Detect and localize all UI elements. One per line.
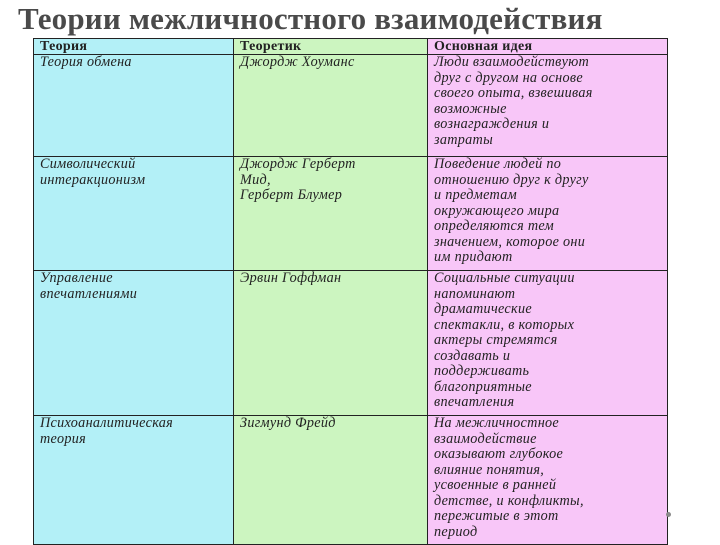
theory-cell: Управление впечатлениями — [34, 271, 234, 416]
idea-cell: Люди взаимодействуют друг с другом на основе своего опыта, взвешивая возможные вознаграждения и затраты — [428, 55, 668, 157]
theories-table — [33, 38, 668, 545]
table-row — [34, 157, 668, 271]
theorist-cell: Джордж Хоуманс — [234, 55, 428, 157]
idea-cell: Поведение людей по отношению друг к другу и предметам окружающего мира определяются тем значением, которое они им придают — [428, 157, 668, 271]
header-main-idea: Основная идея — [428, 39, 668, 55]
idea-cell: Социальные ситуации напоминают драматические спектакли, в которых актеры стремятся создавать и поддерживать благоприятные впечатления — [428, 271, 668, 416]
idea-cell: На межличностное взаимодействие оказывают глубокое влияние понятия, усвоенные в ранней детстве, и конфликты, пережитые в этот период — [428, 416, 668, 545]
decorative-dot — [666, 512, 671, 517]
theory-cell: Символический интеракционизм — [34, 157, 234, 271]
header-theorist: Теоретик — [234, 39, 428, 55]
theorist-cell: Зигмунд Фрейд — [234, 416, 428, 545]
header-theory: Теория — [34, 39, 234, 55]
table-row — [34, 416, 668, 545]
theorist-cell: Джордж Герберт Мид, Герберт Блумер — [234, 157, 428, 271]
table-header-row — [34, 39, 668, 55]
table-row — [34, 55, 668, 157]
table-row — [34, 271, 668, 416]
theory-cell: Психоаналитическая теория — [34, 416, 234, 545]
theory-cell: Теория обмена — [34, 55, 234, 157]
slide-title: Теории межличностного взаимодействия — [18, 1, 603, 36]
theorist-cell: Эрвин Гоффман — [234, 271, 428, 416]
